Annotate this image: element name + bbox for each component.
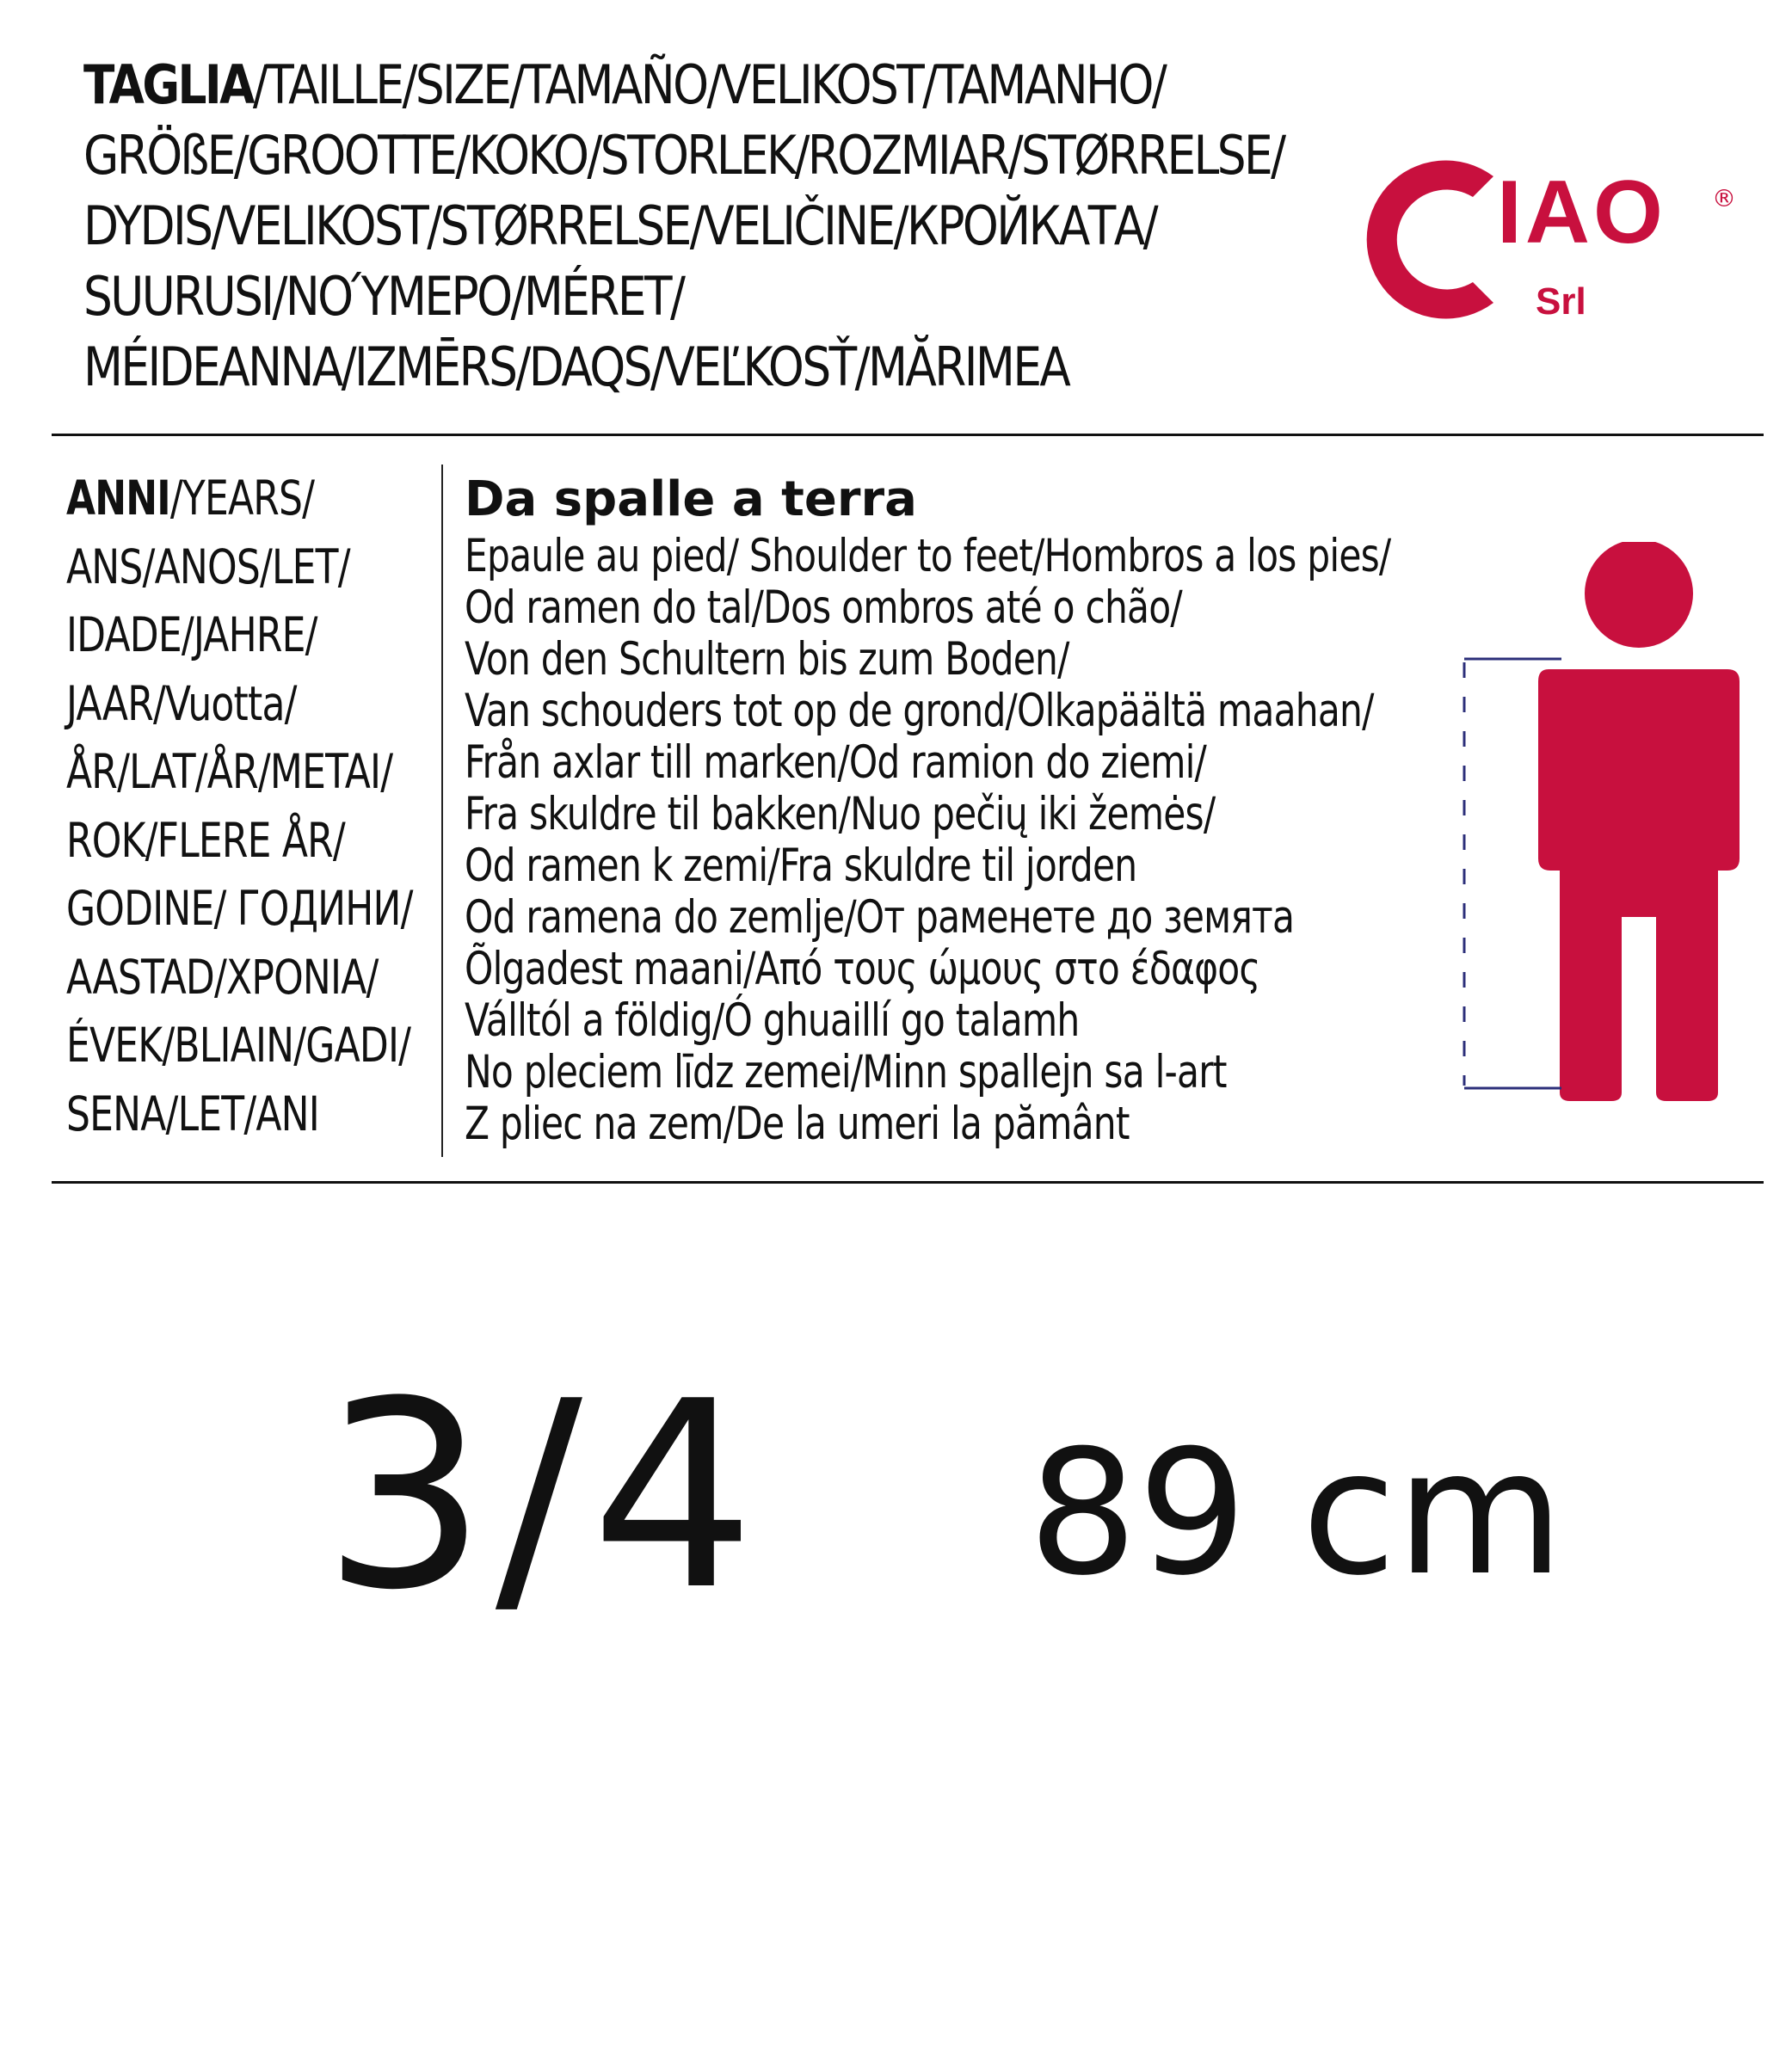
logo-srl: Srl xyxy=(1536,280,1586,323)
measurement-title: Da spalle a terra xyxy=(465,471,917,527)
years-line: AASTAD/XPONIA/ xyxy=(66,949,379,1005)
size-translations-1: /TAILLE/SIZE/TAMAÑO/VELIKOST/TAMANHO/ xyxy=(252,53,1166,116)
measurement-line: Von den Schultern bis zum Boden/ xyxy=(465,633,1069,686)
header-line-1 xyxy=(83,50,1193,120)
age-size-range: 3/4 xyxy=(323,1346,764,1646)
logo-wordmark: IAO xyxy=(1497,163,1666,262)
ciao-logo xyxy=(1351,138,1755,344)
divider-top xyxy=(52,434,1764,436)
years-line: ROK/FLERE ÅR/ xyxy=(66,812,345,868)
measurement-line: Õlgadest maani/Από τους ώμους στο έδαφος xyxy=(465,943,1260,995)
divider-bottom xyxy=(52,1181,1764,1184)
measurement-line: Od ramen do tal/Dos ombros até o chão/ xyxy=(465,581,1182,634)
years-line: GODINE/ ГОДИНИ/ xyxy=(66,881,413,936)
measurement-line: Van schouders tot op de grond/Olkapäältä maahan/ xyxy=(465,685,1374,737)
header-line-3: DYDIS/VELIKOST/STØRRELSE/VELIČINE/КРОЙКАТА/ xyxy=(83,194,1157,257)
registered-mark: ® xyxy=(1712,184,1736,212)
shoulder-height-value: 89 cm xyxy=(1028,1413,1564,1614)
measurement-line: Od ramena do zemlje/От раменете до земята xyxy=(465,891,1295,944)
years-line: ÉVEK/BLIAIN/GADI/ xyxy=(66,1018,411,1073)
measurement-line: Z pliec na zem/De la umeri la pământ xyxy=(465,1098,1130,1150)
years-line: IDADE/JAHRE/ xyxy=(66,607,317,662)
size-value-row xyxy=(0,1346,1792,1646)
years-line-1 xyxy=(66,465,413,533)
header-line-4: SUURUSI/ΝΟΎΜΕΡΟ/MÉRET/ xyxy=(83,265,684,328)
years-line: SENA/LET/ANI xyxy=(66,1086,319,1141)
measurement-line: Válltól a földig/Ó ghuaillí go talamh xyxy=(465,994,1080,1047)
years-line: JAAR/Vuotta/ xyxy=(66,675,297,731)
size-header xyxy=(83,50,1374,403)
measurement-line: No pleciem līdz zemei/Minn spallejn sa l-art xyxy=(465,1046,1227,1098)
years-column xyxy=(66,465,499,1148)
measurement-line: Från axlar till marken/Od ramion do ziemi/ xyxy=(465,736,1207,789)
measurement-line: Fra skuldre til bakken/Nuo pečių iki žemės/ xyxy=(465,788,1216,840)
years-line: ÅR/LAT/ÅR/METAI/ xyxy=(66,744,393,799)
logo-c-shape xyxy=(1367,161,1493,319)
measurement-line: Od ramen k zemi/Fra skuldre til jorden xyxy=(465,840,1137,892)
measurement-column xyxy=(465,469,1623,1150)
header-line-2: GRÖßE/GROOTTE/KOKO/STORLEK/ROZMIAR/STØRRELSE/ xyxy=(83,124,1284,187)
column-divider xyxy=(441,465,443,1157)
years-translations-1: /YEARS/ xyxy=(169,471,315,526)
person-silhouette-icon xyxy=(1454,542,1764,1110)
size-title-bold: TAGLIA xyxy=(83,53,253,116)
years-title-bold: ANNI xyxy=(66,471,170,526)
measurement-line: Epaule au pied/ Shoulder to feet/Hombros a los pies/ xyxy=(465,530,1391,582)
header-line-5: MÉIDEANNA/IZMĒRS/DAQS/VEĽKOSŤ/MĂRIMEA xyxy=(83,335,1069,398)
years-line: ANS/ANOS/LET/ xyxy=(66,538,350,594)
